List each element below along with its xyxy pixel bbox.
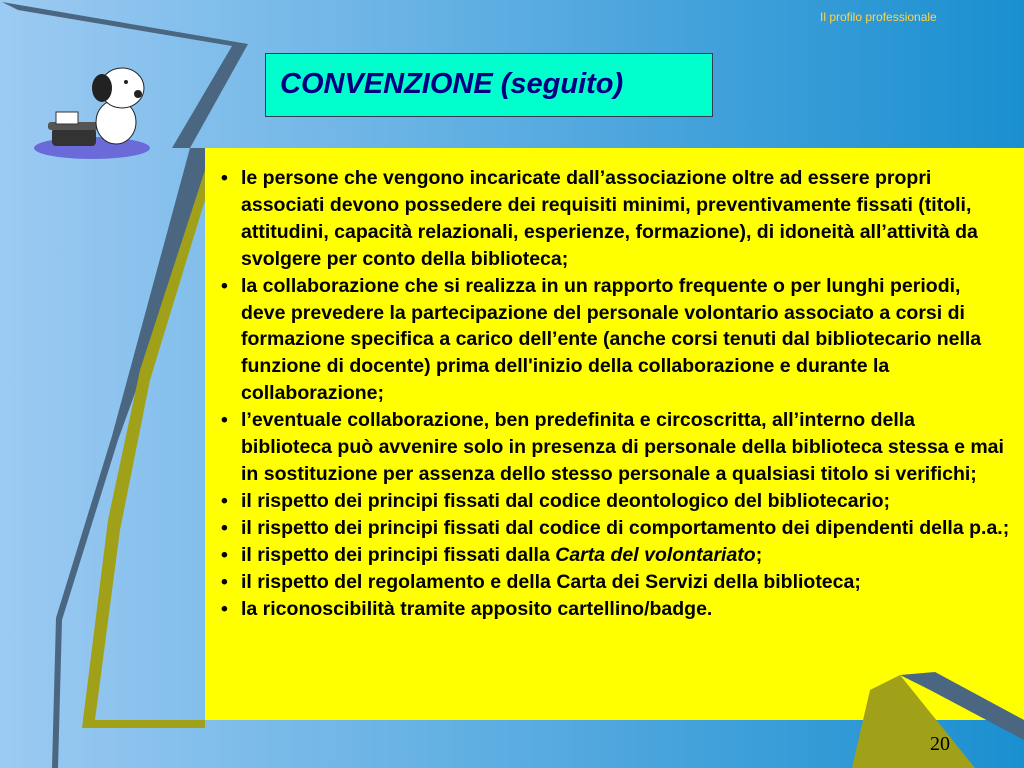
slide-title: CONVENZIONE (seguito) xyxy=(280,68,624,100)
bullet-item xyxy=(220,165,1010,273)
bullet-icon: • xyxy=(221,274,228,297)
bullet-text: il rispetto del regolamento e della Carta dei Servizi della biblioteca; xyxy=(241,570,861,593)
bullet-text: la collaborazione che si realizza in un rapporto frequente o per lunghi periodi, deve prevedere la partecipazione del personale volontario associato a corsi di formazione specifica a carico dell’ente (anche corsi tenuti dal bibliotecario nella funzione di docente) prima dell'inizio della collaborazione e durante la collaborazione; xyxy=(241,274,982,405)
bullet-text: ; xyxy=(755,543,763,566)
bullet-text: il rispetto dei principi fissati dalla xyxy=(241,543,556,566)
title-box xyxy=(265,53,713,117)
bullet-text: l’eventuale collaborazione, ben predefinita e circoscritta, all’interno della biblioteca può avvenire solo in presenza di personale della biblioteca stessa e mai in sostituzione per assenza dello stesso personale a qualsiasi titolo si verifichi; xyxy=(241,409,1004,485)
bullet-icon: • xyxy=(221,597,228,620)
bullet-icon: • xyxy=(221,409,228,432)
bullet-text-italic: Carta del volontariato xyxy=(555,543,756,566)
bullet-icon: • xyxy=(221,516,228,539)
bullet-text: le persone che vengono incaricate dall’associazione oltre ad essere propri associati devono possedere dei requisiti minimi, preventivamente fissati (titoli, attitudini, capacità relazionali, esperienze, formazione), di idoneità all’attività da svolgere per conto della biblioteca; xyxy=(241,167,978,270)
bullet-icon: • xyxy=(221,543,228,566)
bullet-icon: • xyxy=(221,489,228,512)
bullet-item xyxy=(220,515,1010,542)
section-header: Il profilo professionale xyxy=(820,10,937,24)
bullet-text: il rispetto dei principi fissati dal codice di comportamento dei dipendenti della p.a.; xyxy=(241,516,1010,539)
bullet-item xyxy=(220,488,1010,515)
bullet-text: il rispetto dei principi fissati dal codice deontologico del bibliotecario; xyxy=(241,489,891,512)
bullet-item xyxy=(220,542,1010,569)
bullet-icon: • xyxy=(221,570,228,593)
bullet-item xyxy=(220,569,1010,596)
bullet-text: la riconoscibilità tramite apposito cartellino/badge. xyxy=(241,597,713,620)
bullet-icon: • xyxy=(221,167,228,189)
bullet-item xyxy=(220,273,1010,408)
bullet-list xyxy=(220,165,1010,622)
bullet-item xyxy=(220,407,1010,488)
bullet-item xyxy=(220,596,1010,623)
snoopy-typewriter-icon xyxy=(30,60,155,160)
page-number: 20 xyxy=(930,733,950,755)
